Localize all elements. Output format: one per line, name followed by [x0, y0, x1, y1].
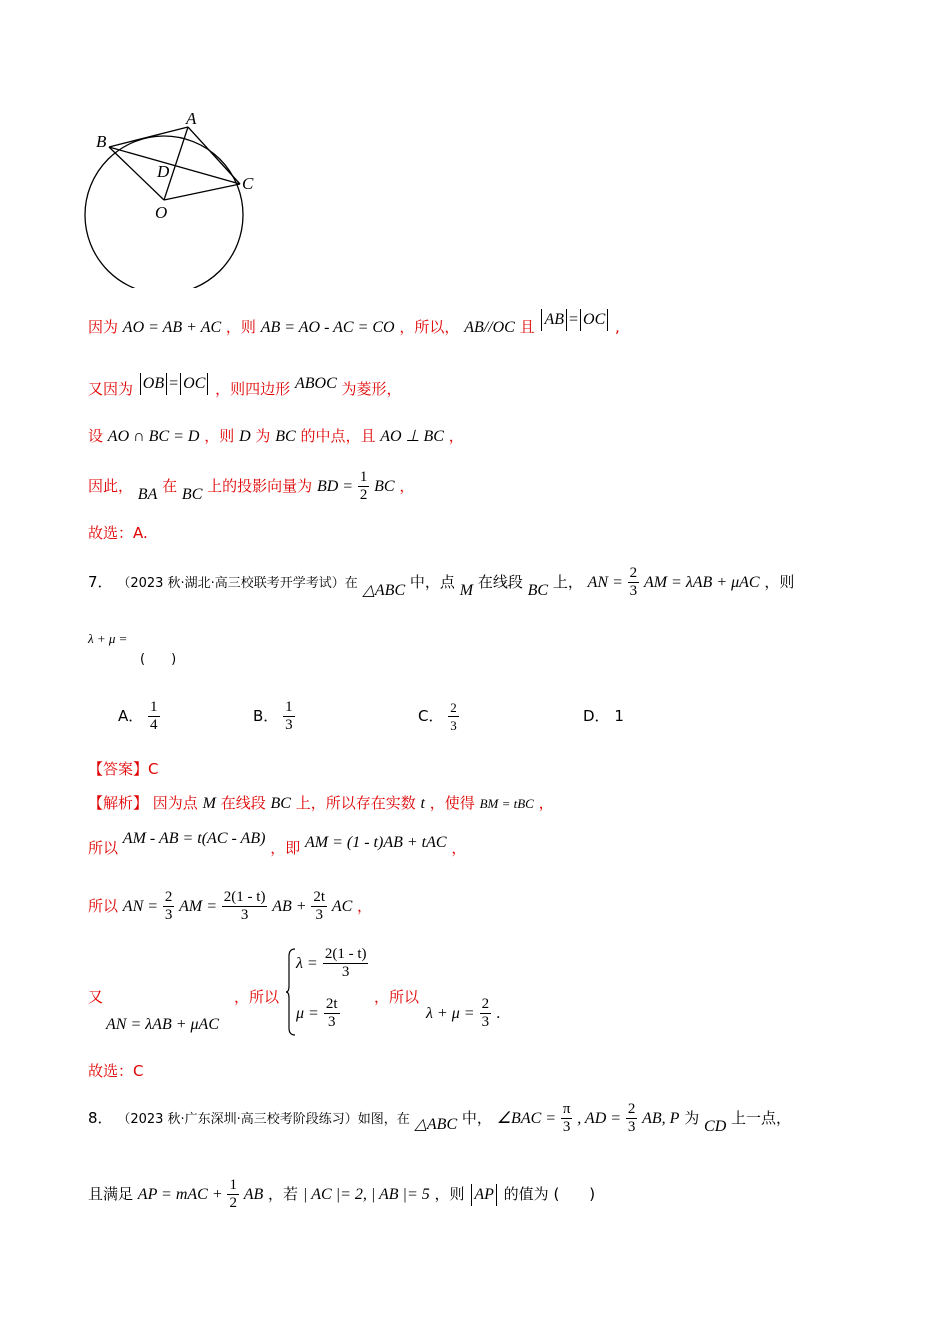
segment-oc — [164, 184, 240, 200]
fraction — [324, 996, 340, 1031]
text: ，若 — [268, 1185, 299, 1203]
fraction — [227, 1177, 239, 1212]
sol6-line2 — [88, 377, 402, 402]
text: 上，所以存在实数 — [295, 794, 416, 812]
math-eq: AP = mAC + — [137, 1186, 223, 1203]
numerator: 2 — [629, 565, 638, 581]
math-eq: AO ⊥ BC — [380, 428, 444, 445]
denominator: 3 — [240, 907, 249, 923]
math-eq: μ = — [296, 1005, 319, 1022]
text: ，则四边形 — [215, 380, 291, 398]
q7-option-c[interactable] — [418, 696, 459, 736]
math-eq: ∠BAC = — [496, 1110, 557, 1127]
system-row-mu — [296, 996, 340, 1031]
label-c: C — [242, 174, 254, 193]
q7-answer — [88, 758, 159, 779]
text: 所以 — [88, 897, 119, 915]
math-eq: BA — [137, 486, 158, 503]
math-eq: BC — [270, 795, 291, 812]
text: , — [615, 318, 620, 336]
numerator: 1 — [285, 699, 293, 715]
text: ，则 — [764, 573, 795, 591]
text: 且 — [519, 318, 535, 336]
numerator: 2(1 - t) — [223, 889, 266, 905]
math-eq: AB = AO - AC = CO — [260, 319, 395, 336]
q7-option-a[interactable] — [118, 696, 160, 736]
q7-paren: ( ) — [140, 652, 177, 667]
answer-tag: 【答案】 — [88, 760, 149, 778]
text: ， — [451, 839, 467, 857]
sol6-line3 — [88, 424, 464, 449]
label-o: O — [155, 203, 168, 222]
q7-analysis-line4-suoyi1: ，所以 — [234, 988, 280, 1006]
denominator: 4 — [150, 717, 158, 733]
system-row-lambda — [296, 946, 368, 981]
fraction — [222, 889, 268, 924]
text: ， — [538, 794, 554, 812]
math-eq: BC — [527, 582, 549, 599]
sol6-answer: 故选：A. — [88, 524, 148, 542]
math-eq: AB//OC — [464, 319, 515, 336]
text: 的值为 — [503, 1185, 549, 1203]
fraction — [358, 469, 370, 504]
q7-final: 故选：C — [88, 1062, 144, 1080]
text: 中， — [461, 1109, 492, 1127]
text: 又因为 — [88, 380, 134, 398]
numerator: 2 — [481, 996, 490, 1012]
text: 为 — [684, 1109, 700, 1127]
text: ，所以， — [399, 318, 460, 336]
math-eq: △ABC — [362, 582, 406, 599]
text: 上， — [552, 573, 583, 591]
math-eq: AM - AB = t(AC - AB) — [122, 830, 266, 847]
math-eq: AB — [243, 1186, 264, 1203]
denominator: 3 — [562, 1119, 571, 1135]
math-eq: = — [568, 311, 579, 328]
numerator: 2 — [627, 1101, 636, 1117]
q7-analysis-line2 — [88, 828, 466, 869]
text: 在 — [162, 477, 178, 495]
math-eq: BM = tBC — [479, 796, 534, 811]
option-letter: B． — [253, 707, 279, 725]
fraction — [626, 1101, 638, 1136]
fraction — [148, 699, 160, 734]
circle-figure — [80, 108, 270, 288]
denominator: 3 — [164, 907, 173, 923]
denominator: 3 — [285, 717, 293, 733]
math-eq: BC — [374, 478, 395, 495]
numerator: 1 — [150, 699, 158, 715]
fraction — [561, 1101, 573, 1136]
option-value: 1 — [614, 707, 624, 725]
math-eq: , AD = — [577, 1110, 622, 1127]
denominator: 2 — [359, 487, 368, 503]
analysis-tag: 【解析】 — [88, 794, 149, 812]
text: 在线段 — [477, 573, 523, 591]
math-eq: AO = AB + AC — [122, 319, 222, 336]
label-d: D — [157, 162, 170, 181]
option-letter: A． — [118, 707, 144, 725]
answer-value: C — [148, 760, 159, 778]
text: 在线段 — [220, 794, 266, 812]
denominator: 3 — [481, 1014, 490, 1030]
math-eq: t — [420, 795, 425, 812]
math-eq: AM = (1 - t)AB + tAC — [305, 834, 447, 851]
numerator: 2t — [325, 996, 338, 1012]
fraction — [448, 699, 459, 734]
q7-stem — [88, 562, 794, 604]
math-eq: AN = — [122, 898, 159, 915]
math-eq: . — [496, 1005, 501, 1022]
text: 因此， — [88, 477, 134, 495]
text: 为 — [255, 427, 271, 445]
text: 的中点，且 — [300, 427, 376, 445]
question-number: 8． — [88, 1109, 113, 1127]
text: ，则 — [434, 1185, 465, 1203]
answer-blank: ( ) — [553, 1185, 596, 1203]
denominator: 2 — [229, 1195, 237, 1211]
label-b: B — [96, 132, 107, 151]
q8-stem — [88, 1098, 791, 1140]
system-brace — [286, 948, 296, 1036]
math-eq: D — [239, 428, 251, 445]
math-eq: CD — [704, 1118, 727, 1135]
denominator: 3 — [341, 964, 350, 980]
sol6-line4 — [88, 466, 414, 507]
denominator: 3 — [315, 907, 323, 923]
question-number: 7． — [88, 573, 113, 591]
math-eq: AO ∩ BC = D — [107, 428, 200, 445]
math-eq: λ + μ = — [88, 631, 128, 646]
text: 上一点， — [731, 1109, 792, 1127]
text: ， — [399, 477, 415, 495]
option-letter: D． — [583, 707, 610, 725]
denominator: 3 — [450, 718, 457, 733]
text: 设 — [88, 427, 104, 445]
numerator: 2t — [313, 889, 326, 905]
fraction — [311, 889, 327, 924]
math-eq: ABOC — [294, 375, 337, 392]
math-eq: AB + — [272, 898, 307, 915]
math-eq: △ABC — [414, 1116, 458, 1133]
q7-analysis-line3 — [88, 884, 372, 929]
math-eq: OB — [142, 375, 165, 392]
q7-analysis-line4-eq: AN = λAB + μAC — [106, 1016, 219, 1033]
fraction — [480, 996, 492, 1031]
math-eq: BD = — [316, 478, 354, 495]
fraction — [283, 699, 295, 734]
q7-analysis-line4-you: 又 — [88, 988, 104, 1006]
math-eq: AM = — [179, 898, 218, 915]
math-eq: M — [459, 582, 474, 599]
denominator: 3 — [328, 1014, 336, 1030]
question-source: （2023 秋·湖北·高三校联考开学考试）在 — [117, 576, 358, 591]
sol6-line1 — [88, 311, 620, 340]
math-eq: OC — [183, 375, 206, 392]
math-eq: AP — [474, 1186, 494, 1203]
numerator: 2(1 - t) — [324, 946, 367, 962]
math-eq: λ = — [296, 955, 318, 972]
text: ，则 — [204, 427, 235, 445]
math-eq: BC — [275, 428, 296, 445]
math-eq: OC — [583, 311, 606, 328]
text: ， — [448, 427, 464, 445]
text: 为菱形， — [341, 380, 402, 398]
numerator: 2 — [164, 889, 173, 905]
q7-option-d[interactable] — [583, 696, 624, 736]
math-eq: AB, P — [642, 1110, 680, 1127]
math-eq: AC — [331, 898, 353, 915]
math-eq: AN = — [587, 574, 623, 591]
text: ，使得 — [429, 794, 475, 812]
math-eq: λ + μ = — [426, 1005, 475, 1022]
label-a: A — [186, 109, 197, 128]
text: 因为 — [88, 318, 119, 336]
math-eq: AB — [544, 311, 564, 328]
numerator: 1 — [359, 469, 368, 485]
fraction — [163, 889, 175, 924]
denominator: 3 — [629, 583, 638, 599]
text: 所以 — [88, 839, 119, 857]
math-eq: = — [169, 375, 179, 392]
q7-option-b[interactable] — [253, 696, 295, 736]
question-source: （2023 秋·广东深圳·高三校考阶段练习）如图，在 — [117, 1112, 410, 1127]
q7-analysis-line4-suoyi2: ，所以 — [374, 988, 420, 1006]
denominator: 3 — [627, 1119, 636, 1135]
math-eq: M — [202, 795, 216, 812]
math-eq: | AC |= 2, | AB |= 5 — [302, 1186, 430, 1203]
q8-line2 — [88, 1174, 595, 1215]
segment-ac — [188, 127, 240, 184]
q7-line2 — [88, 628, 127, 647]
text: ，即 — [270, 839, 301, 857]
text: ，则 — [225, 318, 256, 336]
text: 因为点 — [152, 794, 198, 812]
numerator: 2 — [450, 700, 457, 715]
text: 上的投影向量为 — [207, 477, 313, 495]
math-eq: AM = λAB + μAC — [643, 574, 760, 591]
text: 中，点 — [409, 573, 455, 591]
numerator: π — [562, 1101, 571, 1117]
q7-analysis-line4-result — [426, 996, 500, 1031]
fraction — [628, 565, 640, 600]
math-eq: BC — [181, 486, 203, 503]
option-letter: C． — [418, 707, 444, 725]
numerator: 1 — [229, 1177, 237, 1193]
text: 且满足 — [88, 1185, 134, 1203]
fraction — [323, 946, 369, 981]
text: ， — [357, 897, 373, 915]
q7-analysis-line1 — [88, 792, 554, 813]
